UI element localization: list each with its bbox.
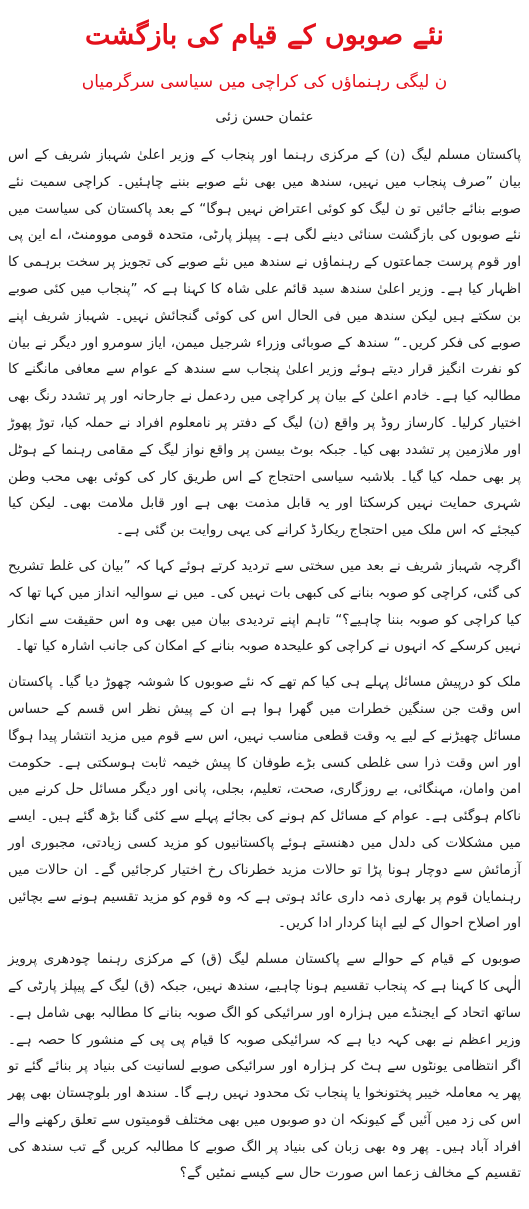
article-body	[8, 142, 521, 1201]
article-paragraph: پاکستان مسلم لیگ (ن) کے مرکزی رہنما اور پنجاب کے وزیر اعلیٰ شہباز شریف کے اس بیان ”صرف پنجاب میں نہیں، سندھ میں بھی نئے صوبے بننے چاہئیں۔ کراچی سمیت نئے صوبے بنائے جائیں تو ن لیگ کو کوئی اعتراض نہیں ہوگا“ کے بعد پاکستان کی سیاست میں نئے صوبوں کی بازگشت سنائی دینے لگی ہے۔ پیپلز پارٹی، متحدہ قومی موومنٹ، اے این پی اور قوم پرست جماعتوں کے رہنماؤں نے سندھ میں نئے صوبے کی تجویز پر سخت برہمی کا اظہار کیا ہے۔ وزیر اعلیٰ سندھ سید قائم علی شاہ کا کہنا ہے کہ ”پنجاب میں کئی صوبے بن سکتے ہیں لیکن سندھ میں فی الحال اس کی کوئی گنجائش نہیں۔ شہباز شریف اپنے صوبے کی فکر کریں۔“ سندھ کے صوبائی وزراء شرجیل میمن، ایاز سومرو اور دیگر نے بیان کو نفرت انگیز قرار دیتے ہوئے وزیر اعلیٰ پنجاب سے سندھ کے عوام سے معافی مانگنے کا مطالبہ کیا ہے۔ خادم اعلیٰ کے بیان پر کراچی میں ردعمل نے جارحانہ اور پر تشدد رنگ بھی اختیار کرلیا۔ کارساز روڈ پر واقع (ن) لیگ کے دفتر پر نامعلوم افراد نے حملہ کیا، توڑ پھوڑ اور ملازمین پر تشدد بھی کیا۔ جبکہ بوٹ بیسن پر واقع نواز لیگ کے مقامی رہنما کے ہوٹل پر بھی حملہ کیا گیا۔ بلاشبہ سیاسی احتجاج کے اس طریق کار کی کوئی بھی محب وطن شہری حمایت نہیں کرسکتا اور یہ قابل مذمت بھی ہے اور قابل ملامت بھی۔ لیکن کیا کیجئے کہ اس ملک میں احتجاج ریکارڈ کرانے کی یہی روایت بن گئی ہے۔	[8, 147, 521, 539]
subheadline: ن لیگی رہنماؤں کی کراچی میں سیاسی سرگرمیاں	[81, 72, 448, 92]
article-paragraph: اگرچہ شہباز شریف نے بعد میں سختی سے تردید کرتے ہوئے کہا کہ ”بیان کی غلط تشریح کی گئی، کراچی کو صوبہ بنانے کی کبھی بات نہیں کی۔ میں نے سوالیہ انداز میں کہا تھا کہ کیا کراچی کو صوبہ بننا چاہیے؟“ تاہم اپنے تردیدی بیان میں بھی وہ اس حقیقت سے انکار نہیں کرسکے کہ انہوں نے کراچی کو علیحدہ صوبہ بنانے کے امکان کی جانب اشارہ کیا تھا۔	[8, 557, 521, 655]
byline: عثمان حسن زئی	[215, 109, 314, 125]
article-paragraph: ملک کو درپیش مسائل پہلے ہی کیا کم تھے کہ نئے صوبوں کا شوشہ چھوڑ دیا گیا۔ پاکستان اس وقت جن سنگین خطرات میں گھرا ہوا ہے ان کے پیش نظر اس قسم کے حساس مسائل چھیڑنے کے لیے یہ وقت قطعی مناسب نہیں، اس سے قوم میں مزید انتشار پیدا ہوگا اور اس وقت ذرا سی غلطی کسی بڑے طوفان کا پیش خیمہ ثابت ہوسکتی ہے۔ حکومت امن وامان، مہنگائی، بے روزگاری، صحت، تعلیم، بجلی، پانی اور دیگر مسائل حل کرنے میں ناکام ہوگئی ہے۔ عوام کے مسائل کم ہونے کی بجائے پہلے سے کئی گنا بڑھ گئے ہیں۔ ایسے میں مشکلات کی دلدل میں دھنستے ہوئے پاکستانیوں کو مزید کسی زیادتی، مجبوری اور آزمائش سے دوچار ہونا پڑا تو حالات مزید خطرناک رخ اختیار کرجائیں گے۔ ان حالات میں رہنمایان قوم پر بھاری ذمہ داری عائد ہوتی ہے کہ وہ قوم کو مزید تقسیم ہونے سے بچائیں اور اصلاح احوال کے لیے اپنا کردار ادا کریں۔	[8, 674, 521, 932]
headline: نئے صوبوں کے قیام کی بازگشت	[85, 20, 444, 51]
article-paragraph: صوبوں کے قیام کے حوالے سے پاکستان مسلم لیگ (ق) کے مرکزی رہنما چودھری پرویز الٰہی کا کہنا ہے کہ پنجاب تقسیم ہونا چاہیے، سندھ نہیں، جبکہ (ق) لیگ کے پیپلز پارٹی کے ساتھ اتحاد کے ایجنڈے میں ہزارہ اور سرائیکی کو الگ صوبہ بنانے کا مطالبہ بھی شامل ہے۔ وزیر اعظم نے بھی کہہ دیا ہے کہ سرائیکی صوبہ کا قیام پی پی کے منشور کا حصہ ہے۔ اگر انتظامی یونٹوں سے ہٹ کر ہزارہ اور سرائیکی صوبے لسانیت کی بنیاد پر بنائے گئے تو پھر یہ معاملہ خیبر پختونخوا یا پنجاب تک محدود نہیں رہے گا۔ سندھ اور بلوچستان بھی پھر اس کی زد میں آئیں گے کیونکہ ان دو صوبوں میں بھی مختلف قومیتوں سے تعلق رکھنے والے افراد آباد ہیں۔ پھر وہ بھی زبان کی بنیاد پر الگ صوبے کا مطالبہ کریں گے تب سندھ کی تقسیم کے مخالف زعما اس صورت حال سے کیسے نمٹیں گے؟	[8, 951, 521, 1182]
